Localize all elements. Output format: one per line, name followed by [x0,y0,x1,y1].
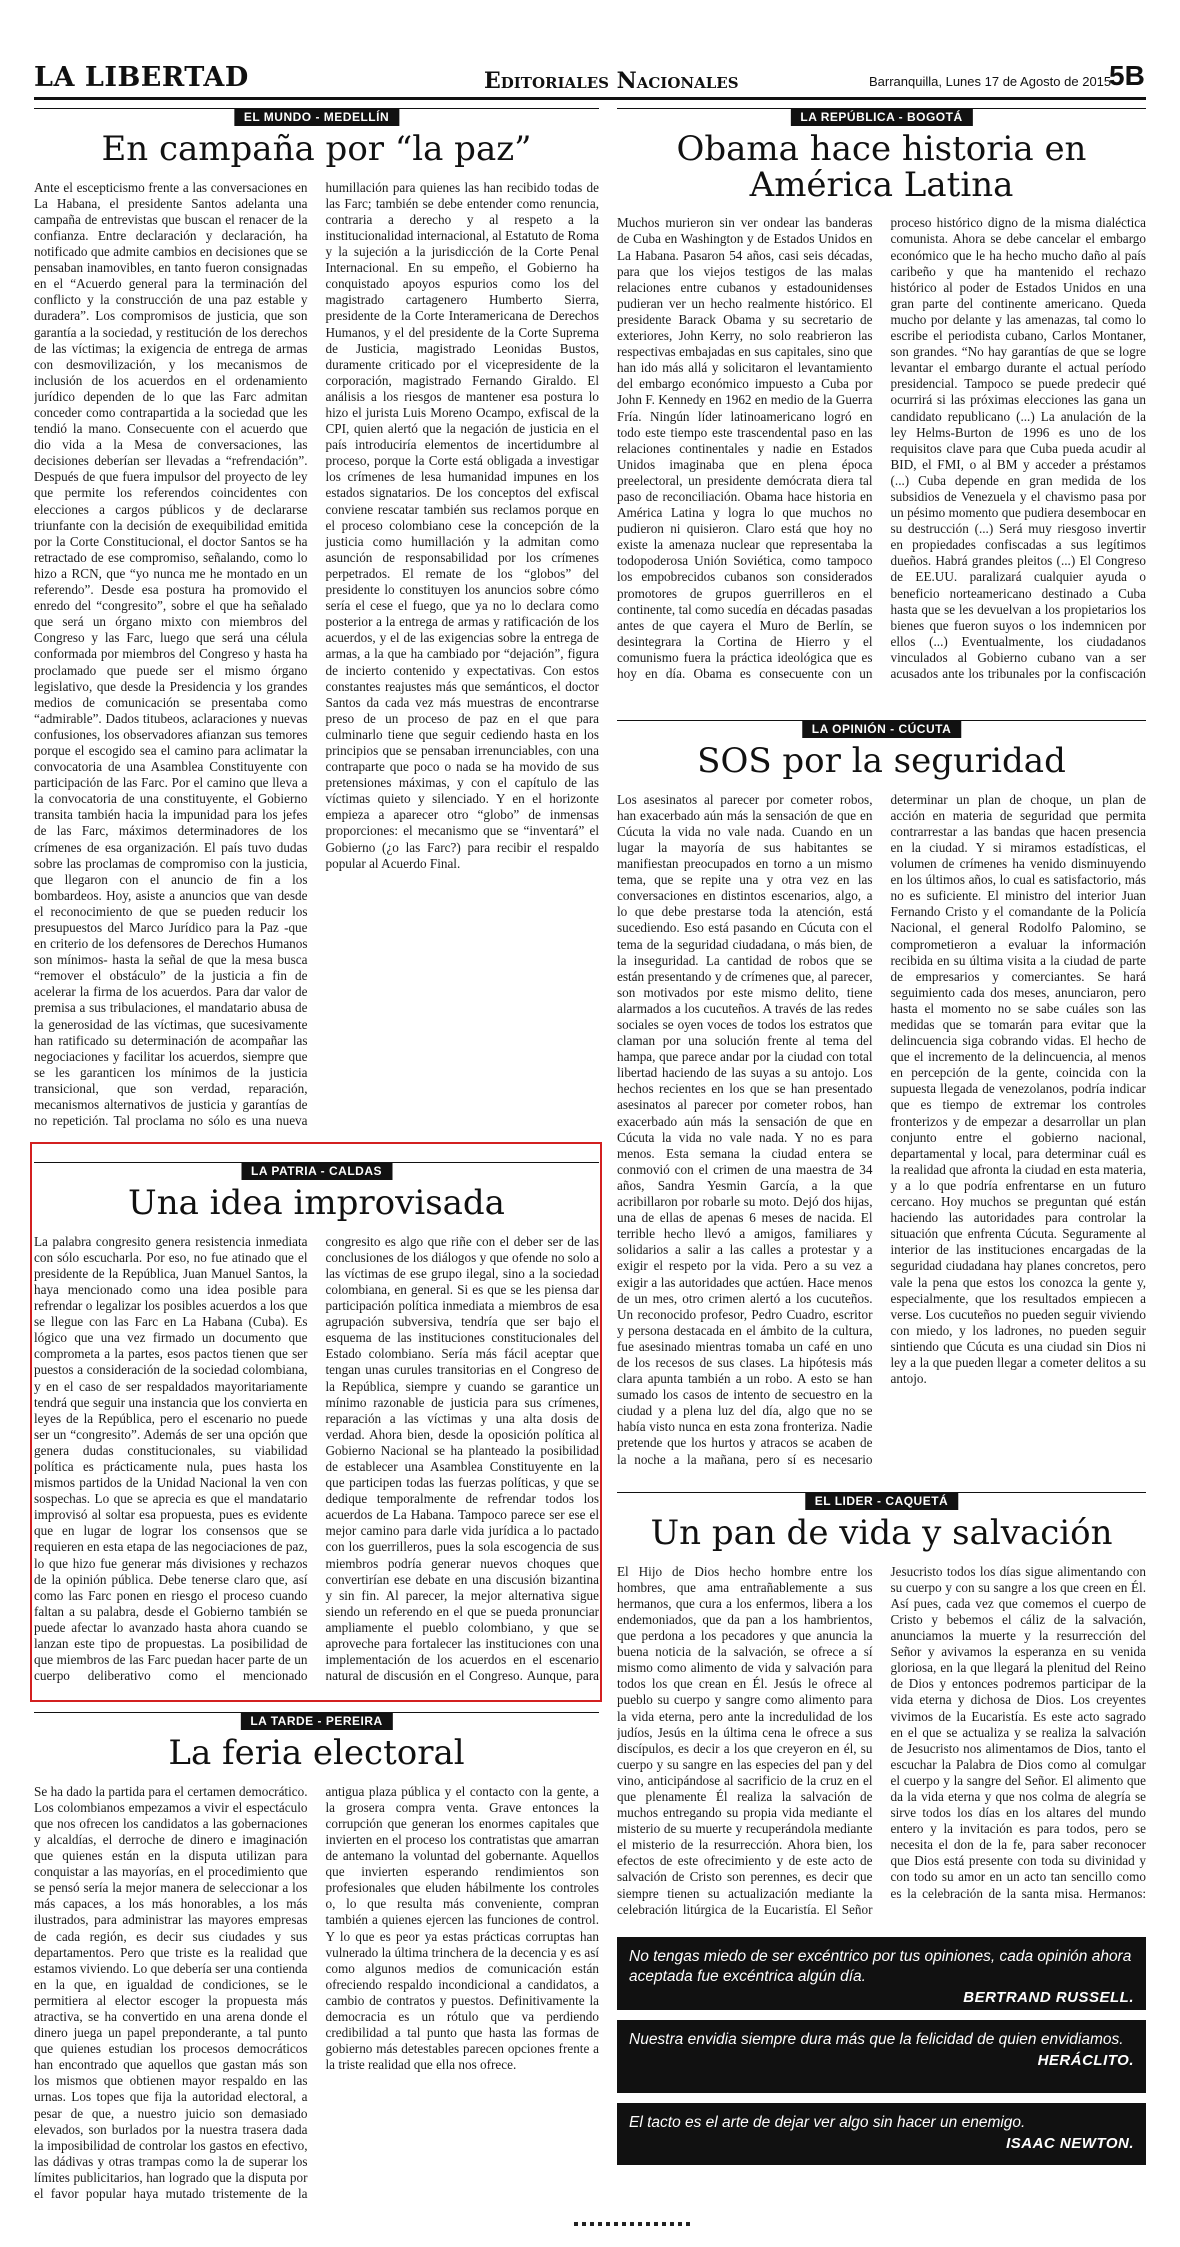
article-paz [34,108,599,1158]
masthead [34,58,1146,100]
article-kicker: LA TARDE - PEREIRA [240,1712,392,1730]
article-headline: Una idea improvisada [128,1183,505,1223]
article-body: El Hijo de Dios hecho hombre entre los hombres, que ama entrañablemente a sus hermanos, que cura a los enfermos, libera a los endemoniados, que da pan a los hambrientos, que perdona a los pecadores y que anuncia la buena noticia de la salvación, se ofrece a sí mismo como alimento de vida y salvación para todos los que crean en Él. Jesús le ofrece al pueblo su cuerpo y sangre como alimento para la vida eterna, pero ante la incredulidad de los judíos, Jesús en la última cena le ofrece a sus discípulos, es decir a los que creyeron en él, su cuerpo y su sangre en las especies del pan y del vino, anticipándose al sacrificio de la cruz en el que plenamente Él realiza la salvación de muchos entregando su propia vida mediante el misterio de su muerte y recuperándola mediante el misterio de la resurrección. Ahora bien, los efectos de este ofrecimiento y de este acto de salvación de Cristo son perennes, es decir que siempre tienen su actualización mediante la celebración litúrgica de la Eucaristía. El Señor Jesucristo todos los días sigue alimentando con su cuerpo y con su sangre a los que creen en Él. Así pues, cada vez que comemos el cuerpo de Cristo y bebemos el cáliz de la salvación, anunciamos la muerte y la resurrección del Señor y avivamos la esperanza en su venida gloriosa, en la que llegará la plenitud del Reino de Dios y entonces podremos participar de la vida eterna y dichosa de Dios. Los creyentes vivimos de la Eucaristía. Es este acto sagrado en el que se actualiza y se realiza la salvación de Jesucristo nos alimentamos de Dios, tanto el escuchar la Palabra de Dios como al comulgar el cuerpo y la sangre del Señor. El alimento que da la vida eterna y que nos colma de alegría se sirve todos los días en los altares del mundo entero y la invitación es para todos, pero se necesita el don de la fe, para saber reconocer que Dios está presente con toda su divinidad y con todo su amor en un acto tan sencillo como es la celebración de la santa misa. Hermanos: [617,1563,1146,1917]
article-idea [34,1162,599,1698]
article-headline: SOS por la seguridad [697,741,1066,781]
article-feria [34,1712,599,2212]
article-headline: Obama hace historia en América Latina [676,129,1087,205]
quote-text: Nuestra envidia siempre dura más que la felicidad de quien envidiamos. [629,2031,1124,2048]
article-kicker: LA OPINIÓN - CÚCUTA [802,720,962,738]
quote-box [617,1937,1146,2010]
article-headline: Un pan de vida y salvación [650,1513,1113,1553]
article-headline: La feria electoral [168,1733,465,1773]
article-obama [617,108,1146,718]
article-kicker: LA REPÚBLICA - BOGOTÁ [790,108,972,126]
quote-box [617,2020,1146,2093]
issue-date: Barranquilla, Lunes 17 de Agosto de 2015 [869,74,1112,89]
article-body: Se ha dado la partida para el certamen democrático. Los colombianos empezamos a vivir el espectáculo que nos ofrecen los candidatos a las gobernaciones y alcaldías, el derroche de dinero e imaginación que quienes están en la disputa utilizan para conquistar a las mayorías, en el procedimiento que se pensó sería la mejor manera de seleccionar a los más capaces, a los más honorables, a los más ilustrados, para administrar las mayores empresas de cada región, es decir sus ciudades y sus departamentos. Pero que triste es la realidad que estamos viviendo. Lo que debería ser una contienda en la que, en igualdad de condiciones, se le permitiera al elector escoger la propuesta más atractiva, se ha convertido en una arena donde el dinero juega un papel preponderante, a tal punto que quienes estudian los procesos democráticos han encontrado que aquellos que gastan más son los mismos que obtienen mayor respaldo en las urnas. Los topes que fija la autoridad electoral, a pesar de que, a nuestro juicio son demasiado elevados, son burlados por la nuestra trasera dada la imposibilidad de controlar los gastos en efectivo, las dádivas y otras trampas como la de superar los límites publicitarios, han logrado que la disputa por el favor popular haya mutado tristemente de la antigua plaza pública y el contacto con la gente, a la grosera compra venta. Grave entonces la corrupción que generan los enormes capitales que invierten en el proceso los contratistas que amarran de antemano la voluntad del gobernante. Aquellos que invierten esperando rendimientos son profesionales que eluden hábilmente los controles o, lo que resulta más conveniente, compran también a quienes ejercen las funciones de control. Y lo que es peor ya estas prácticas corruptas han vulnerado la última trinchera de la decencia y es así como algunos medios de comunicación están ofreciendo respaldo incondicional a candidatos, a cambio de contratos y puestos. Definitivamente la democracia es un rótulo que va perdiendo credibilidad a tal punto que hasta las formas de gobierno más detestables parecen opciones frente a la triste realidad que ella nos ofrece. [34,1783,599,2202]
page-number: 5B [1109,60,1145,91]
article-headline: En campaña por “la paz” [101,129,532,169]
article-body: Ante el escepticismo frente a las conversaciones en La Habana, el presidente Santos adelanta una campaña de entrevistas que buscan el renacer de la confianza. Entre declaración y declaración, ha notificado que admite cambios en decisiones que se pensaban inamovibles, en tanto fueron consignadas en el “Acuerdo general para la terminación del conflicto y la construcción de una paz estable y duradera”. Los compromisos de justicia, que son garantía a la sociedad, y restitución de los derechos de las víctimas; la exigencia de entrega de armas con desmovilización, y los mecanismos de inclusión de los acuerdos en el ordenamiento jurídico dependen de lo que las Farc admitan conceder como contrapartida a la sociedad que les tendió la mano. Consecuente con el acuerdo que dio vida a la Mesa de conversaciones, las decisiones deberían ser llevadas a “refrendación”. Después de que fuera impulsor del proyecto de ley que permite los referendos coincidentes con elecciones a cargos públicos y de declararse triunfante con la decisión de exequibilidad emitida por la Corte Constitucional, el doctor Santos se ha retractado de ese compromiso, señalando, como lo hizo a RCN, que “yo nunca me he montado en un referendo”. Desde esa postura ha promovido el enredo del “congresito”, sobre el que ha señalado que será un órgano mixto con miembros del Congreso y las Farc, luego que será una célula conformada por miembros del Congreso y hasta ha proclamado que puede ser el mismo órgano legislativo, que desde la Presidencia y los grandes medios de comunicación se presentaba como “admirable”. Dados titubeos, aclaraciones y nuevas confusiones, los observadores afianzan sus temores porque el escogido sea el camino para aclimatar la convocatoria de una Asamblea Constituyente con participación de las Farc. Por el camino que lleva a la convocatoria de una constituyente, el Gobierno transita también hacia la impunidad para los jefes de las Farc, máximos determinadores de los crímenes de esa organización. El país tuvo dudas sobre las proclamas de compromiso con la justicia, que llegaron con el anuncio de fin a los bombardeos. Hoy, asiste a anuncios que van desde el reconocimiento de que se pueden reducir los presupuestos del Marco Jurídico para la Paz -que en criterio de los defensores de Derechos Humanos son mínimos- hasta la señal de que la mesa busca “remover el obstáculo” de la justicia a fin de acelerar la firma de los acuerdos. Para dar valor de premisa a sus tribulaciones, el mandatario abusa de la generosidad de las víctimas, que sucesivamente han ratificado su determinación de acompañar las negociaciones y facilitar los acuerdos, siempre que se les garanticen los mínimos de la justicia transicional, que son verdad, reparación, mecanismos alternativos de justicia y garantías de no repetición. Tal proclama no sólo es una nueva humillación para quienes las han recibido todas de las Farc; también se debe entender como renuncia, contraria a derecho y al respeto a la institucionalidad internacional, al Estatuto de Roma y la sujeción a la jurisdicción de la Corte Penal Internacional. En su empeño, el Gobierno ha conquistado apoyos espurios como los del magistrado cartagenero Humberto Sierra, presidente de la Corte Interamericana de Derechos Humanos, y el del presidente de la Corte Suprema de Justicia, magistrado Leonidas Bustos, duramente criticado por el vicepresidente de la corporación, magistrado Fernando Giraldo. El análisis a los riesgos de mantener esa postura lo hizo el jurista Luis Moreno Ocampo, exfiscal de la CPI, quien alertó que la negación de justicia en el país introduciría elementos de incertidumbre al proceso, porque la Corte está obligada a investigar los crímenes de lesa humanidad impunes en los estados signatarios. De los conceptos del exfiscal conviene rescatar también sus reclamos porque en el proceso colombiano cese la concepción de la justicia como humillación y la admitan como asunción de responsabilidad por los crímenes perpetrados. El remate de los “globos” del presidente lo constituyen los anuncios sobre cómo sería el cese el fuego, que ya no lo declara como posterior a la entrega de armas y ratificación de los acuerdos, y el de las exigencias sobre la entrega de armas, a la que ha cambiado por “dejación”, figura de incierto contenido y expectativas. Con estos constantes reajustes más que semánticos, el doctor Santos da cada vez más muestras de encontrarse preso de un proceso de paz en el que para culminarlo tiene que seguir cediendo hasta en los principios que se pensaban irrenunciables, con una contraparte que poco o nada se ha movido de sus pretensiones máximas, y con el capítulo de las víctimas quieto y silenciado. Y en el horizonte empieza a aparecer otro “globo” de inmensas proporciones: el mecanismo que se “inventará” el Gobierno (¿o las Farc?) para recibir el respaldo popular al Acuerdo Final. [34,179,599,1129]
section-title: Editoriales Nacionales [484,68,739,94]
quote-text: No tengas miedo de ser excéntrico por tus opiniones, cada opinión ahora aceptada fue excéntrica algún día. [629,1948,1132,1986]
article-kicker: EL LIDER - CAQUETÁ [805,1492,958,1510]
quote-author: HERÁCLITO. [1037,2052,1134,2070]
footer-divider [574,2222,694,2226]
newspaper-name: LA LIBERTAD [34,62,249,93]
quote-box [617,2103,1146,2165]
article-body: Muchos murieron sin ver ondear las banderas de Cuba en Washington y de Estados Unidos en La Habana. Pasaron 54 años, casi seis décadas, para que los viejos testigos de las malas relaciones entre cubanos y estadounidenses pudieran ver un hecho realmente histórico. El presidente Barack Obama y su secretario de exteriores, John Kerry, no solo reabrieron las respectivas embajadas en sus capitales, sino que han ido más allá y solicitaron el levantamiento del embargo económico impuesto a Cuba por John F. Kennedy en 1962 en medio de la Guerra Fría. Ningún líder latinoamericano logró en todo este tiempo este trascendental paso en las relaciones continentales y nadie en Estados Unidos imaginaba que en plena época preelectoral, un presidente demócrata diera tal paso de reconciliación. Obama hace historia en América Latina y logra lo que muchos no pudieron ni quisieron. Claro está que hoy no existe la amenaza nuclear que representaba la todopoderosa Unión Soviética, como tampoco los empobrecidos cubanos son considerados promotores de grupos guerrilleros en el continente, tal como sucedía en décadas pasadas antes de que cayera el Muro de Berlín, se desintegrara la Cortina de Hierro y el comunismo fuera la práctica ideológica que es hoy en día. Obama es consecuente con un proceso histórico digno de la misma dialéctica comunista. Ahora se debe cancelar el embargo económico que le ha hecho mucho daño al país caribeño y que ha mantenido el rechazo histórico al poder de Estados Unidos en una gran parte del continente americano. Queda mucho por delante y las amenazas, tal como lo escribe el periodista cubano, Carlos Montaner, son grandes. “No hay garantías de que se logre levantar el embargo durante el actual período presidencial. Tampoco se puede predecir qué ocurrirá si las próximas elecciones las gana un candidato republicano (...) La anulación de la ley Helms-Burton de 1996 es uno de los requisitos clave para que Cuba pueda acudir al BID, el FMI, o al BM y acceder a préstamos (...) Cuba depende en gran medida de los subsidios de Venezuela y el chavismo pasa por un pésimo momento que pudiera desembocar en su destrucción (...) Será muy riesgoso invertir en propiedades confiscadas a sus legítimos dueños. Habrá grandes pleitos (...) El Congreso de EE.UU. paralizará cualquier ayuda o beneficio norteamericano destinado a Cuba hasta que se les devuelvan a los propietarios los bienes que fueron suyos o los indemnicen por ellos (...) Eventualmente, los ciudadanos vinculados al Gobierno cubano van a ser acusados ante los tribunales por la confiscación [617,215,1146,681]
article-body: Los asesinatos al parecer por cometer robos, han exacerbado aún más la sensación de que en Cúcuta la vida no vale nada. Cuando en un lugar la mayoría de sus habitantes se manifiestan preocupados en torno a un mismo tema, que se repite una y otra vez en las conversaciones en distintos escenarios, algo, a lo que debe prestarse toda la atención, está sucediendo. Eso está pasando en Cúcuta con el tema de la seguridad ciudadana, o más bien, de la inseguridad. La cantidad de robos que se están presentando y de crímenes que, al parecer, son motivados por este mismo delito, tiene alarmados a los cucuteños. A través de las redes sociales se oyen voces de todos los estratos que claman por una solución frente al tema del hampa, que parece andar por la ciudad con total libertad haciendo de las suyas a su antojo. Los hechos recientes en los que se han presentado asesinatos al parecer por cometer robos, han exacerbado aún más la sensación de que en Cúcuta la vida no vale nada. Y no es para menos. Esta semana la ciudad entera se conmovió con el crimen de una maestra de 34 años, Sandra Yesmin García, a la que acribillaron por robarle su moto. Dejó dos hijas, una de ellas de apenas 6 meses de nacida. El terrible hecho llevó a amigos, familiares y solidarios a salir a las calles a protestar y a exigir el respeto por la vida. Pero a su vez a exigir a las autoridades que actúen. Hace menos de un mes, otro crimen alertó a los cucuteños. Un reconocido profesor, Pedro Cuadro, escritor y persona destacada en el ámbito de la cultura, fue asesinado mientras tomaba un café en uno de los recesos de sus clases. La hipótesis más clara apunta también a un robo. A esto se han sumado los casos de intento de secuestro en la ciudad y a plena luz del día, algo que no se había visto nunca en esta zona fronteriza. Nadie pretende que los hurtos y atracos se acaben de la noche a la mañana, pero sí es necesario determinar un plan de choque, un plan de acción en materia de seguridad que permita contrarrestar a las bandas que hacen presencia en la ciudad. Y si miramos estadísticas, el volumen de crímenes ha venido disminuyendo en los últimos años, lo cual es satisfactorio, más no es suficiente. El ministro del interior Juan Fernando Cristo y el comandante de la Policía Nacional, el general Rodolfo Palomino, se comprometieron a evaluar la información recibida en su última visita a la ciudad de parte de empresarios y comerciantes. Se hará seguimiento cada dos meses, anunciaron, pero hasta el momento no se sabe cuáles son las medidas que se tomarán para evitar que la delincuencia siga cobrando vidas. El hecho de que el incremento de la delincuencia, al menos en percepción de la gente, coincida con la supuesta llegada de venezolanos, podría indicar que es tiempo de extremar los controles fronterizos y de empezar a desarrollar un plan conjunto entre el gobierno nacional, departamental y local, para determinar cuál es la realidad que afronta la ciudad en esta materia, y a lo que podría enfrentarse en un futuro cercano. Hoy muchos se preguntan qué están haciendo las autoridades para controlar la situación que enfrenta Cúcuta. Seguramente al interior de las instituciones encargadas de la seguridad ciudadana hay planes concretos, pero vale la pena que estos los conozca la gente y, especialmente, que los resultados empiecen a verse. Los cucuteños no pueden seguir viviendo con miedo, y los ladrones, no pueden seguir sintiendo que Cúcuta es una ciudad sin Dios ni ley a la que pueden llegar a cometer delitos a su antojo. [617,791,1146,1467]
article-kicker: LA PATRIA - CALDAS [241,1162,392,1180]
article-kicker: EL MUNDO - MEDELLÍN [234,108,399,126]
article-sos [617,720,1146,1490]
article-body: La palabra congresito genera resistencia inmediata con sólo escucharla. Por eso, no fue atinado que el presidente de la República, Juan Manuel Santos, la haya mencionado como una idea posible para refrendar o legalizar los posibles acuerdos a los que se llegue con las Farc en La Habana (Cuba). Es lógico que una vez firmado un documento que comprometa a la partes, esos pactos tienen que ser puestos a consideración de la sociedad colombiana, y en el caso de ser respaldados mayoritariamente tendrá que seguir una instancia que los convierta en leyes de la República, pero el escenario no puede ser un “congresito”. Además de ser una opción que genera dudas constitucionales, su viabilidad política es prácticamente nula, pues hasta los mismos partidos de la Unidad Nacional la ven con sospechas. Lo que se aprecia es que el mandatario improvisó al soltar esa propuesta, pues es evidente que en lugar de lograr los consensos que se requieren en esta etapa de las negociaciones de paz, lo que hizo fue generar más divisiones y rechazos de la opinión pública. Debe tenerse claro que, así como las Farc ponen en riesgo el proceso cuando faltan a su palabra, desde el Gobierno también se puede afectar lo avanzado hasta ahora cuando se lanzan este tipo de propuestas. La posibilidad de que miembros de las Farc puedan hacer parte de un cuerpo deliberativo como el mencionado congresito es algo que riñe con el deber ser de las conclusiones de los diálogos y que ofende no solo a las víctimas de ese grupo ilegal, sino a la sociedad colombiana, en general. Si es que se les piensa dar participación política inmediata a miembros de esa agrupación subversiva, tendría que ser bajo el esquema de las instituciones constitucionales del Estado colombiano. Sería más fácil aceptar que tengan unas curules transitorias en el Congreso de la República, siempre y cuando se garantice un mínimo razonable de justicia para sus crímenes, reparación a las víctimas y una alta dosis de verdad. Ahora bien, desde la oposición política al Gobierno Nacional se ha planteado la posibilidad de establecer una Asamblea Constituyente en la que participen todas las fuerzas políticas, y que se dedique temporalmente de refrendar todos los acuerdos de La Habana. Tampoco parece ser ese el mejor camino para darle vida jurídica a lo pactado con los guerrilleros, pues la sola escogencia de sus miembros podría generar nuevos choques que convertirían ese debate en una discusión bizantina y sin fin. Al parecer, la mejor alternativa sigue siendo un referendo en el que se pueda pronunciar ampliamente el pueblo colombiano, y que se aproveche para fortalecer las instituciones con una implementación de los acuerdos en el escenario natural de discusión en el Congreso. Aunque, para [34,1233,599,1684]
quote-text: El tacto es el arte de dejar ver algo sin hacer un enemigo. [629,2114,1026,2131]
article-pan [617,1492,1146,1932]
quote-author: BERTRAND RUSSELL. [963,1989,1134,2007]
newspaper-page [34,0,1146,2247]
quote-author: ISAAC NEWTON. [1006,2135,1134,2153]
